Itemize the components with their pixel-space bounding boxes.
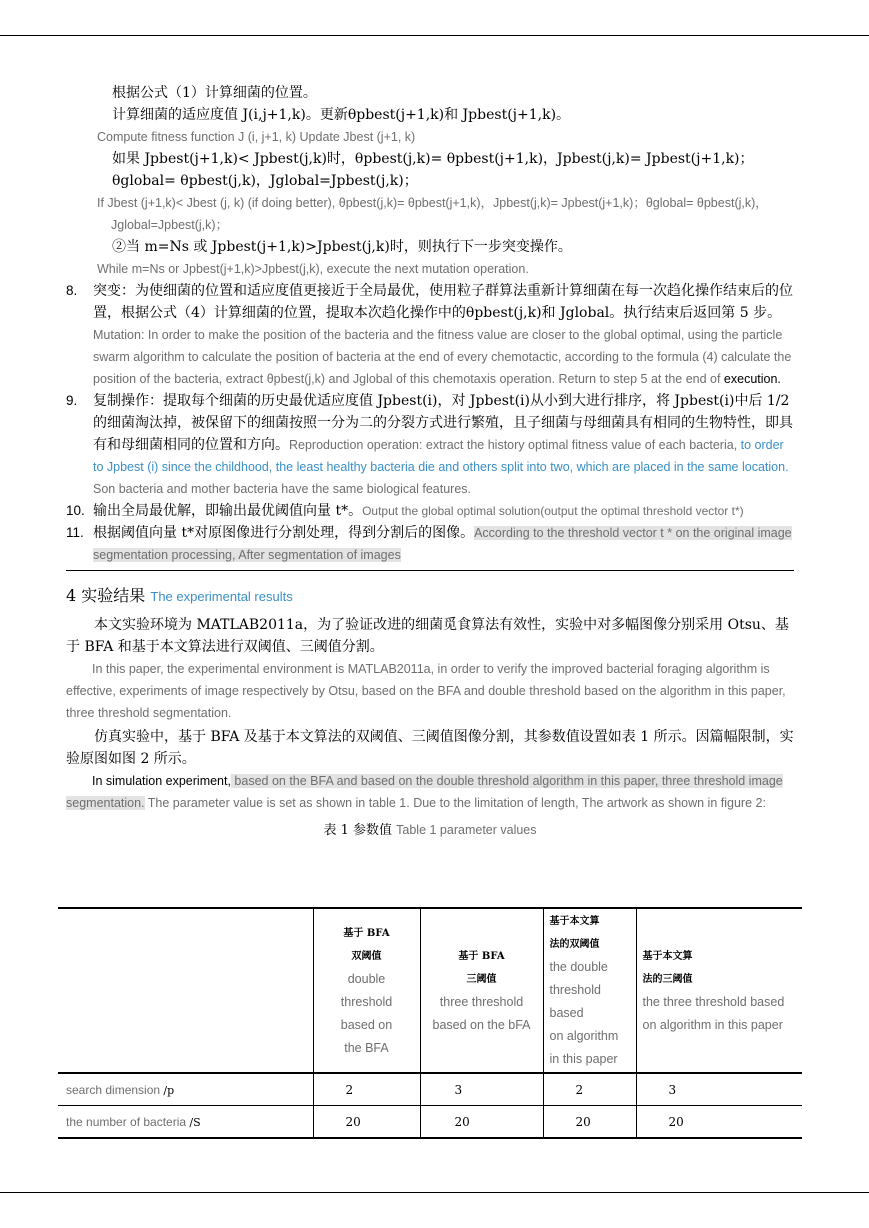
step-10-number: 10. (66, 503, 85, 518)
step-8-zh: 突变：为使细菌的位置和适应度值更接近于全局最优，使用粒子群算法重新计算细菌在每一次趋化操作结束后的位置，根据公式（4）计算细菌的位置，提取本次趋化操作中的θpbest(j,k)和 Jglobal。执行结束后返回第 5 步。 (93, 283, 793, 321)
header-en-line: the BFA (344, 1040, 389, 1055)
header-zh-line: 双阈值 (351, 950, 382, 962)
header-en-line: on algorithm (549, 1029, 619, 1043)
step-line-fitness-zh: 计算细菌的适应度值 J(i,j+1,k)。更新θpbest(j+1,k)和 Jpbest(j+1,k)。 (112, 107, 571, 123)
step-8 (66, 280, 794, 390)
step-9-number: 9. (66, 393, 78, 408)
table-cell: 2 (543, 1073, 636, 1106)
step-11-zh: 根据阈值向量 t*对原图像进行分割处理，得到分割后的图像。 (93, 525, 475, 541)
step-line-condition-en: If Jbest (j+1,k)< Jbest (j, k) (if doing better), θpbest(j,k)= θpbest(j+1,k)，Jpbest(j,k)= Jpbest(j+1,k)；θglobal= θpbest(j,k)，Jglobal=Jpbest(j,k)； (97, 196, 768, 232)
step-9-en-blue: to order to Jpbest (i) since the childhood, the least healthy bacteria die and others split into two, which are placed in the same location. (93, 438, 789, 474)
header-en-line: on algorithm in this paper (642, 1017, 783, 1032)
row-label-text: search dimension (66, 1082, 161, 1097)
table-cell: 20 (313, 1106, 420, 1139)
page-bottom-rule (0, 1192, 869, 1193)
step-10-en: Output the global optimal solution(output the optimal threshold vector t*) (362, 504, 744, 518)
section-heading (66, 585, 794, 608)
header-en-line: based on the bFA (432, 1017, 531, 1032)
header-zh-line: 基于本文算 (549, 916, 600, 927)
header-en-line: threshold (549, 983, 601, 997)
step-9 (66, 390, 794, 500)
header-en-line: threshold (340, 994, 393, 1009)
paragraph-2-en-b: The parameter value is set as shown in table 1. Due to the limitation of length, The artwork as shown in figure 2: (144, 796, 766, 810)
header-zh-line: 法的三阈值 (642, 973, 693, 985)
step-line-condition-zh: 如果 Jpbest(j+1,k)< Jpbest(j,k)时，θpbest(j,k)= θpbest(j+1,k)，Jpbest(j,k)= Jpbest(j+1,k)；θglobal= θpbest(j,k)，Jglobal=Jpbest(j,k)； (112, 151, 754, 189)
header-zh-line: 基于 BFA (343, 927, 390, 939)
step-10-zh: 输出全局最优解，即输出最优阈值向量 t*。 (93, 503, 363, 519)
header-en-line: three threshold (439, 994, 524, 1009)
paragraph-2-en-highlight: based on the BFA and based on the double threshold algorithm in this paper, three threshold image segmentation. (66, 774, 783, 810)
row-label (58, 1073, 313, 1106)
step-8-number: 8. (66, 283, 78, 298)
table-caption-en: Table 1 parameter values (396, 823, 537, 837)
table-cell: 2 (313, 1073, 420, 1106)
header-zh-line: 基于 BFA (458, 950, 505, 962)
header-zh-line: 基于本文算 (642, 950, 693, 962)
paragraph-1-zh: 本文实验环境为 MATLAB2011a，为了验证改进的细菌觅食算法有效性，实验中对多幅图像分别采用 Otsu、基于 BFA 和基于本文算法进行双阈值、三阈值分割。 (66, 617, 789, 655)
step-8-en: Mutation: In order to make the position of the bacteria and the fitness value are closer to the global optimal, using the particle swarm algorithm to calculate the position of bacteria at the end of every chemotactic, according to the formula (4) calculate the position of the bacteria, extract θpbest(j,k) and Jglobal of this chemotaxis operation. Return to step 5 at the end of (93, 328, 792, 386)
table-cell: 20 (543, 1106, 636, 1139)
table-cell: 20 (420, 1106, 543, 1139)
step-11-number: 11. (66, 525, 84, 540)
step-11 (66, 522, 794, 566)
table-header-cell (636, 908, 802, 1073)
paragraph-2-zh: 仿真实验中，基于 BFA 及基于本文算法的双阈值、三阈值图像分割，其参数值设置如表 1 所示。因篇幅限制，实验原图如图 2 所示。 (66, 729, 794, 767)
step-line-mutation-zh: ②当 m=Ns 或 Jpbest(j+1,k)>Jpbest(j,k)时，则执行下一步突变操作。 (112, 239, 572, 255)
step-9-en-a: Reproduction operation: extract the history optimal fitness value of each bacteria, (289, 438, 741, 452)
step-9-zh: 复制操作：提取每个细菌的历史最优适应度值 Jpbest(i)，对 Jpbest(i)从小到大进行排序，将 Jpbest(i)中后 1/2的细菌淘汰掉，被保留下的细菌按照一分为二的分裂方式进行繁殖，且子细菌与母细菌具有相同的生物特性，即具有和母细菌相同的位置和方向。 (93, 393, 793, 453)
table-cell: 3 (636, 1073, 802, 1106)
row-label-symbol: /S (189, 1115, 201, 1129)
paper-body (66, 82, 794, 841)
step-10 (66, 500, 794, 522)
header-zh-line: 三阈值 (466, 973, 497, 985)
step-line-mutation-en: While m=Ns or Jpbest(j+1,k)>Jpbest(j,k), execute the next mutation operation. (97, 262, 529, 276)
paragraph-2-en (66, 770, 794, 814)
table-header-cell (420, 908, 543, 1073)
step-line-position: 根据公式（1）计算细菌的位置。 (112, 85, 317, 101)
header-en-line: in this paper (549, 1052, 618, 1066)
header-en-line: double (347, 971, 386, 986)
table-row (58, 1106, 802, 1139)
row-label-symbol: /p (163, 1083, 175, 1097)
row-label (58, 1106, 313, 1139)
table-header-cell (543, 908, 636, 1073)
table-cell: 3 (420, 1073, 543, 1106)
page-top-rule (0, 35, 869, 36)
step-9-en-b: Son bacteria and mother bacteria have the same biological features. (93, 482, 472, 496)
step-11-en: According to the threshold vector t * on the original image segmentation processing, After segmentation of images (93, 526, 792, 562)
header-en-line: based on (340, 1017, 393, 1032)
table-cell: 20 (636, 1106, 802, 1139)
table-caption (66, 820, 794, 841)
header-en-line: the double (549, 960, 608, 974)
header-en-line: the three threshold based (642, 994, 785, 1009)
paragraph-1-en: In this paper, the experimental environment is MATLAB2011a, in order to verify the improved bacterial foraging algorithm is effective, experiments of image respectively by Otsu, based on the BFA and double threshold based on the algorithm in this paper, three threshold segmentation. (66, 662, 786, 720)
section-heading-zh: 4 实验结果 (66, 586, 146, 605)
table-header-row (58, 908, 802, 1073)
parameter-table (58, 907, 802, 1139)
section-divider (66, 570, 794, 571)
table-row (58, 1073, 802, 1106)
table-caption-zh: 表 1 参数值 (323, 823, 393, 838)
header-zh-line: 法的双阈值 (549, 939, 600, 950)
table-header-cell (313, 908, 420, 1073)
header-en-line: based (549, 1006, 584, 1020)
table-header-empty (58, 908, 313, 1073)
section-heading-en: The experimental results (150, 589, 293, 604)
row-label-text: the number of bacteria (66, 1114, 187, 1129)
paragraph-2-en-a: In simulation experiment, (92, 774, 231, 788)
step-line-fitness-en: Compute fitness function J (i, j+1, k) Update Jbest (j+1, k) (97, 130, 416, 144)
step-8-en-tail: execution. (720, 372, 781, 386)
